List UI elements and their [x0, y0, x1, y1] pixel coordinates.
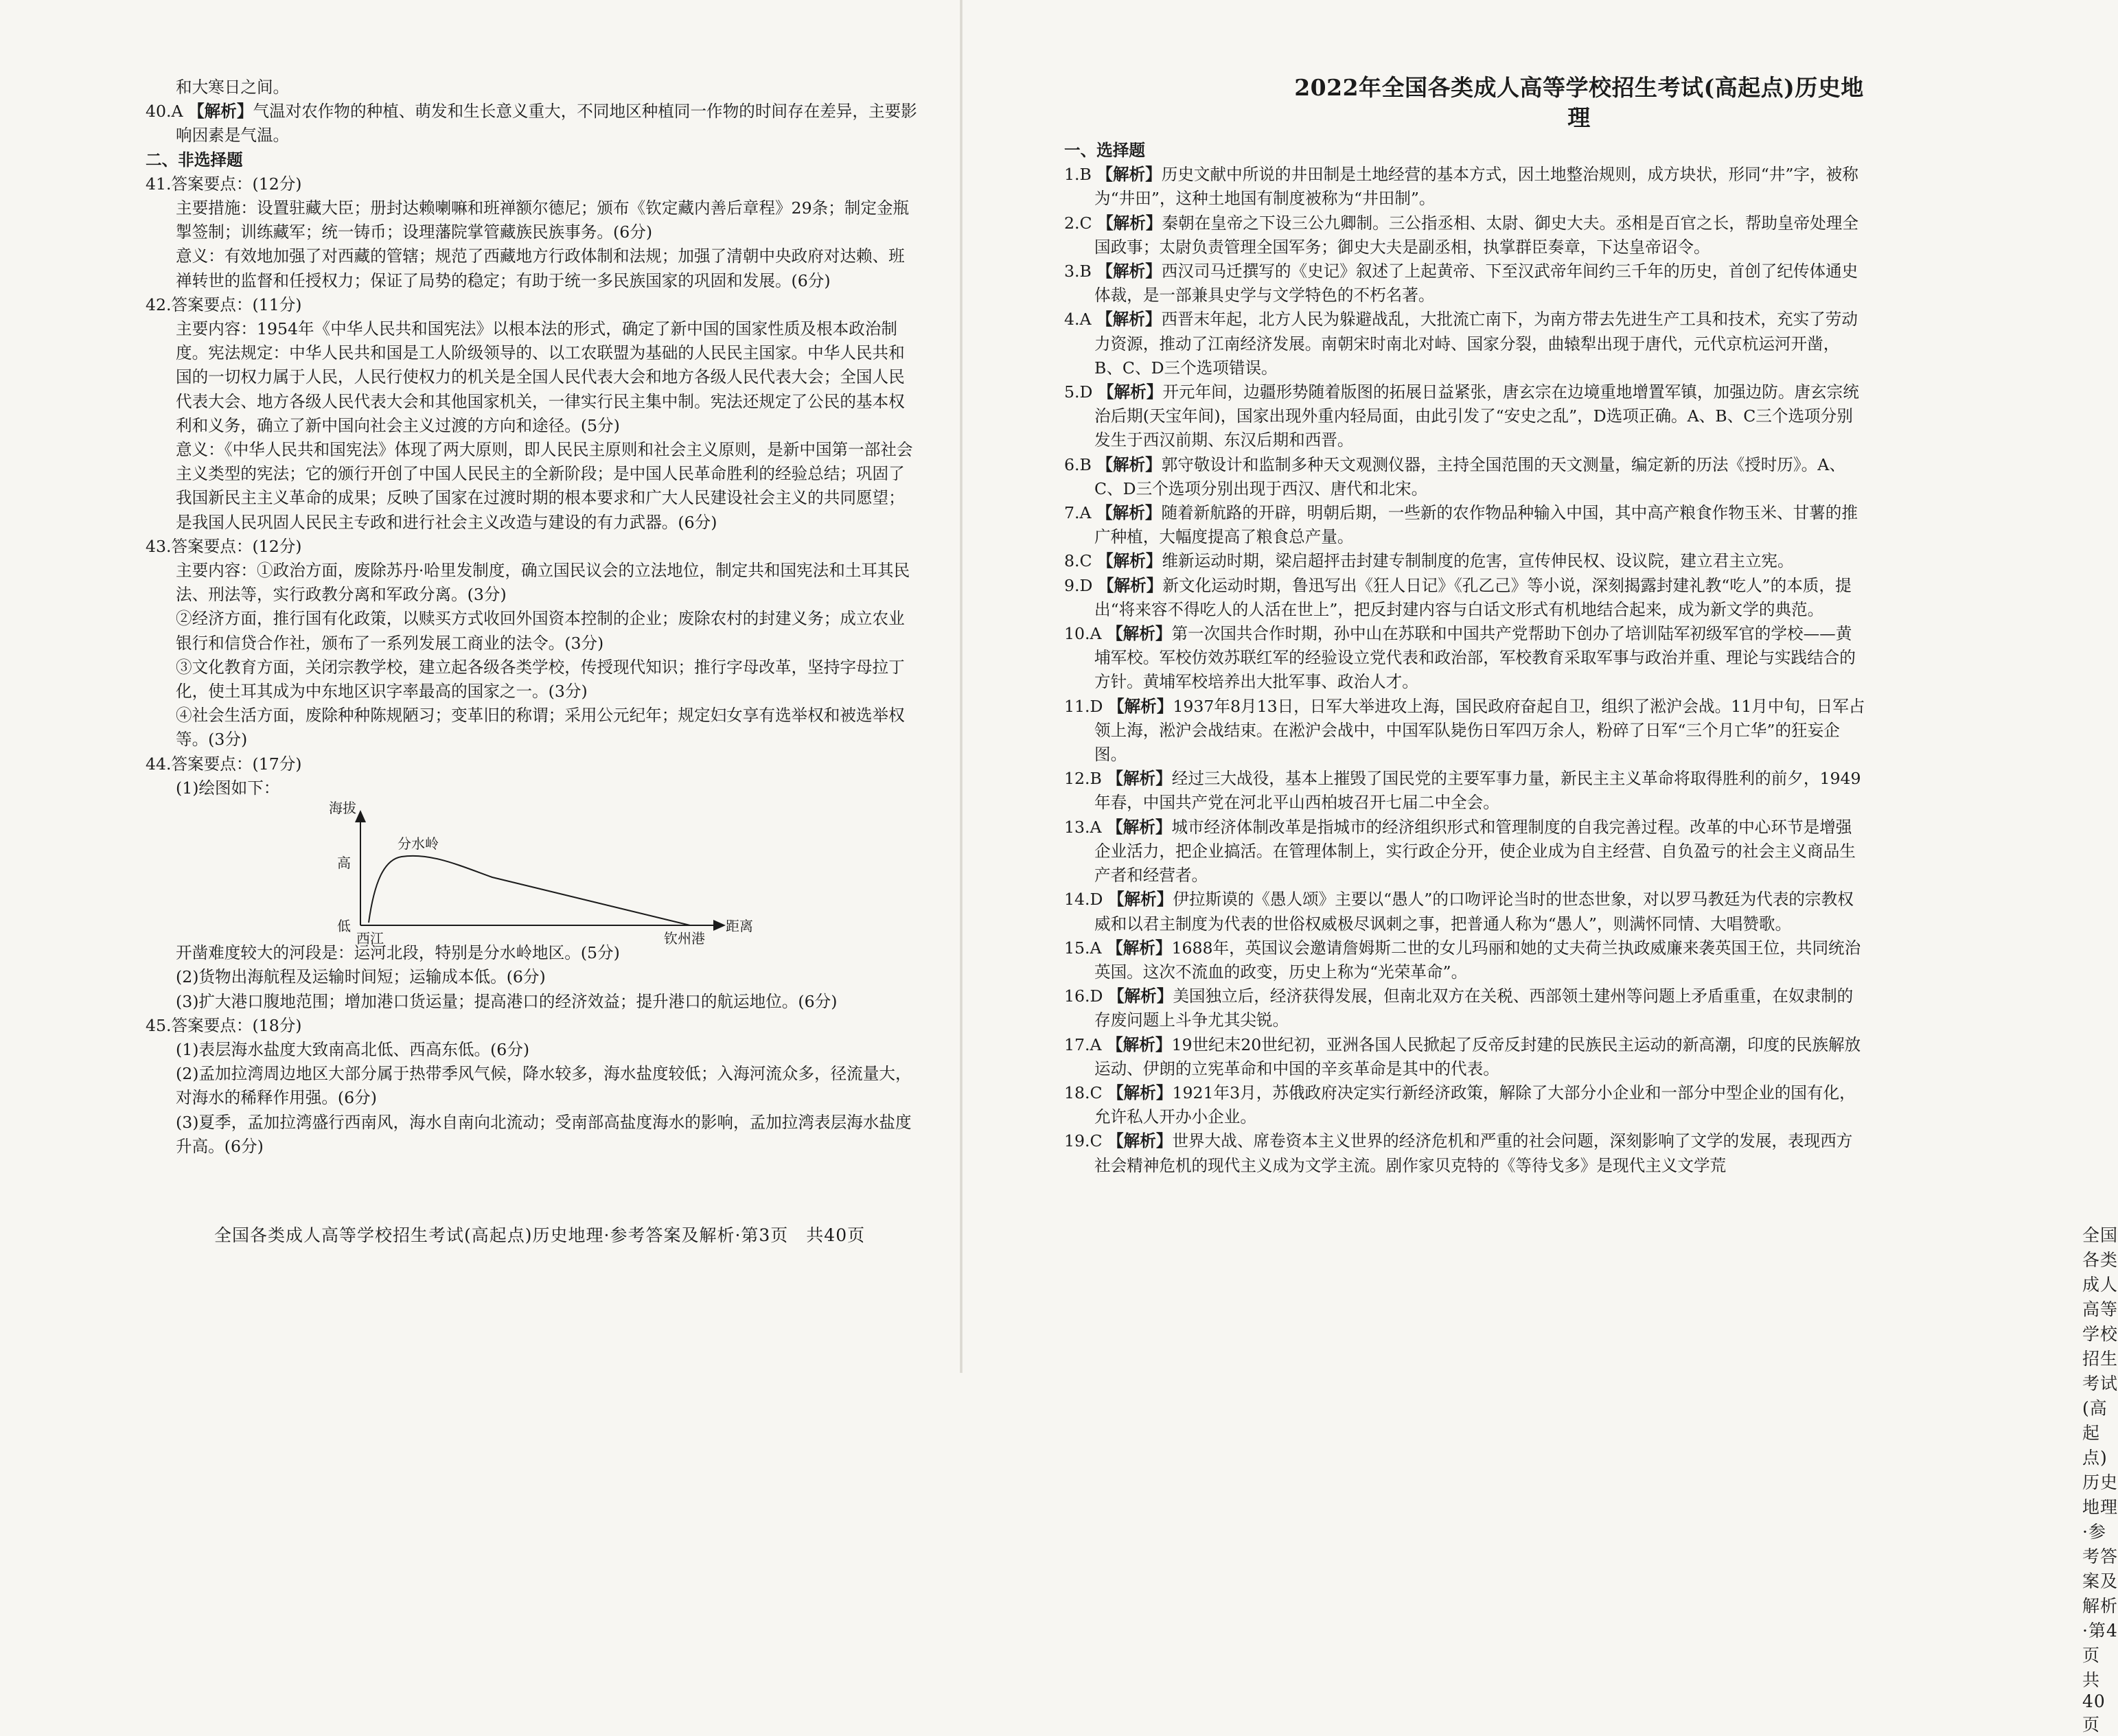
- answer-text: 气温对农作物的种植、萌发和生长意义重大，不同地区种植同一作物的时间存在差异，主要影响因素是气温。: [176, 102, 917, 146]
- answer-text: 1688年，英国议会邀请詹姆斯二世的女儿玛丽和她的丈夫荷兰执政威廉来袭英国王位，共同统治英国。这次不流血的政变，历史上称为“光荣革命”。: [1094, 938, 1861, 982]
- answer-item: [1064, 984, 1867, 1032]
- answer-text: 1921年3月，苏俄政府决定实行新经济政策，解除了大部分小企业和一部分中型企业的国有化，允许私人开办小企业。: [1094, 1083, 1856, 1127]
- answer-text: 新文化运动时期，鲁迅写出《狂人日记》《孔乙己》等小说，深刻揭露封建礼教“吃人”的本质，提出“将来容不得吃人的人活在世上”，把反封建内容与白话文形式有机地结合起来，成为新文学的典范。: [1094, 575, 1852, 619]
- question-number: 5.D: [1064, 382, 1093, 402]
- answer-item: [1064, 549, 1867, 573]
- question-number: 4.A: [1064, 310, 1092, 329]
- left-block: (1)表层海水盐度大致南高北低、西高东低。(6分): [176, 1039, 530, 1059]
- analysis-tag: 【解析】: [1107, 938, 1172, 958]
- question-number: 7.A: [1064, 503, 1092, 523]
- answer-item: [1064, 815, 1867, 888]
- analysis-tag: 【解析】: [1096, 503, 1162, 523]
- left-block: (3)扩大港口腹地范围；增加港口货运量；提高港口的经济效益；提升港口的航运地位。(6分): [176, 991, 838, 1011]
- answer-text: 经过三大战役，基本上摧毁了国民党的主要军事力量，新民主主义革命将取得胜利的前夕，1949年春，中国共产党在河北平山西柏坡召开七届二中全会。: [1094, 769, 1861, 813]
- elevation-profile-chart: [321, 800, 774, 947]
- question-number: 40.A: [146, 102, 183, 121]
- answer-text: 美国独立后，经济获得发展，但南北双方在关税、西部领土建州等问题上矛盾重重，在奴隶制的存废问题上斗争尤其尖锐。: [1094, 986, 1854, 1030]
- question-number: 19.C: [1064, 1131, 1103, 1151]
- left-block: 43.答案要点：(12分): [146, 536, 302, 556]
- left-block: 45.答案要点：(18分): [146, 1015, 302, 1035]
- left-block: 意义：有效地加强了对西藏的管辖；规范了西藏地方行政体制和法规；加强了清朝中央政府对达赖、班禅转世的监督和任授权力；保证了局势的稳定；有助于统一多民族国家的巩固和发展。(6分): [176, 246, 905, 290]
- left-block: 意义：《中华人民共和国宪法》体现了两大原则，即人民民主原则和社会主义原则，是新中国第一部社会主义类型的宪法；它的颁行开创了中国人民民主的全新阶段；是中国人民革命胜利的经验总结；巩固了我国新民主主义革命的成果；反映了国家在过渡时期的根本要求和广大人民建设社会主义的共同愿望；是我国人民巩固人民民主专政和进行社会主义改造与建设的有力武器。(6分): [176, 440, 913, 532]
- analysis-tag: 【解析】: [1107, 1034, 1172, 1054]
- question-number: 1.B: [1064, 165, 1092, 185]
- analysis-tag: 【解析】: [1107, 817, 1172, 837]
- question-number: 3.B: [1064, 262, 1092, 281]
- left-block: (2)孟加拉湾周边地区大部分属于热带季风气候，降水较多，海水盐度较低；入海河流众多，径流量大，对海水的稀释作用强。(6分): [176, 1064, 912, 1108]
- y-high-label: 高: [337, 855, 351, 872]
- question-number: 8.C: [1064, 551, 1092, 571]
- analysis-tag: 【解析】: [1107, 696, 1173, 716]
- start-label: 西江: [356, 930, 384, 947]
- answer-text: 开元年间，边疆形势随着版图的拓展日益紧张，唐玄宗在边境重地增置军镇，加强边防。唐玄宗统治后期(天宝年间)，国家出现外重内轻局面，由此引发了“安史之乱”，D选项正确。A、B、C三个选项分别发生于西汉前期、东汉后期和西晋。: [1094, 382, 1859, 450]
- left-page-footer: 全国各类成人高等学校招生考试(高起点)历史地理·参考答案及解析·第3页 共40页: [214, 1225, 866, 1245]
- answer-item: [1064, 1129, 1867, 1177]
- answer-item: [1064, 501, 1867, 549]
- left-page-body: [146, 76, 920, 1159]
- left-block: 主要措施：设置驻藏大臣；册封达赖喇嘛和班禅额尔德尼；颁布《钦定藏内善后章程》29条；制定金瓶掣签制；训练藏军；统一铸币；设理藩院掌管藏族民族事务。(6分): [176, 198, 910, 242]
- left-block: [146, 100, 920, 148]
- elevation-profile-line: [369, 856, 690, 925]
- peak-label: 分水岭: [398, 835, 439, 853]
- left-block: (1)绘图如下：: [176, 778, 280, 798]
- analysis-tag: 【解析】: [1107, 769, 1172, 789]
- analysis-tag: 【解析】: [1107, 1131, 1173, 1151]
- question-number: 15.A: [1064, 938, 1102, 958]
- answer-item: [1064, 380, 1867, 453]
- question-number: 6.B: [1064, 454, 1092, 474]
- question-number: 18.C: [1064, 1083, 1103, 1102]
- answer-text: 第一次国共合作时期，孙中山在苏联和中国共产党帮助下创办了培训陆军初级军官的学校——黄埔军校。军校仿效苏联红军的经验设立党代表和政治部，军校教育采取军事与政治并重、理论与实践结合的方针。黄埔军校培养出大批军事、政治人才。: [1094, 624, 1856, 692]
- answer-text: 西晋末年起，北方人民为躲避战乱，大批流亡南下，为南方带去先进生产工具和技术，充实了劳动力资源，推动了江南经济发展。南朝宋时南北对峙、国家分裂，曲辕犁出现于唐代，元代京杭运河开凿，B、C、D三个选项错误。: [1094, 310, 1858, 378]
- analysis-tag: 【解析】: [1107, 986, 1173, 1006]
- question-number: 14.D: [1064, 890, 1103, 910]
- analysis-tag: 【解析】: [1096, 262, 1162, 281]
- left-block: 和大寒日之间。: [176, 78, 290, 97]
- answer-text: 西汉司马迁撰写的《史记》叙述了上起黄帝、下至汉武帝年间约三千年的历史，首创了纪传体通史体裁，是一部兼具史学与文学特色的不朽名著。: [1094, 262, 1858, 305]
- answer-item: [1064, 574, 1867, 622]
- left-block: 开凿难度较大的河段是：运河北段，特别是分水岭地区。(5分): [176, 943, 620, 963]
- section-heading: 一、选择题: [1064, 141, 1145, 160]
- analysis-tag: 【解析】: [1096, 454, 1162, 474]
- answer-text: 历史文献中所说的井田制是土地经营的基本方式，因土地整治规则，成方块状，形同“井”字，被称为“井田”，这种土地国有制度被称为“井田制”。: [1094, 165, 1858, 209]
- y-low-label: 低: [337, 918, 351, 935]
- x-axis-label: 距离: [726, 918, 753, 935]
- question-number: 16.D: [1064, 986, 1103, 1006]
- analysis-tag: 【解析】: [1097, 551, 1162, 571]
- analysis-tag: 【解析】: [1107, 890, 1173, 910]
- analysis-tag: 【解析】: [1107, 1083, 1173, 1102]
- answer-item: [1064, 695, 1867, 767]
- left-block: (2)货物出海航程及运输时间短；运输成本低。(6分): [176, 967, 546, 987]
- left-block: 主要内容：①政治方面，废除苏丹·哈里发制度，确立国民议会的立法地位，制定共和国宪法和土耳其民法、刑法等，实行政教分离和军政分离。(3分): [176, 561, 910, 605]
- left-block: (3)夏季，孟加拉湾盛行西南风，海水自南向北流动；受南部高盐度海水的影响，孟加拉湾表层海水盐度升高。(6分): [176, 1112, 912, 1156]
- left-block: 42.答案要点：(11分): [146, 294, 302, 314]
- answer-item: [1064, 622, 1867, 695]
- analysis-tag: 【解析】: [1096, 165, 1162, 185]
- answer-item: [1064, 211, 1867, 259]
- answer-item: [1064, 1081, 1867, 1129]
- left-block: 41.答案要点：(12分): [146, 174, 302, 194]
- left-block: 二、非选择题: [146, 150, 243, 170]
- left-block: ③文化教育方面，关闭宗教学校，建立起各级各类学校，传授现代知识；推行字母改革，坚持字母拉丁化，使土耳其成为中东地区识字率最高的国家之一。(3分): [176, 657, 905, 702]
- exam-title: 2022年全国各类成人高等学校招生考试(高起点)历史地理: [1294, 74, 1864, 131]
- analysis-tag: 【解析】: [188, 102, 253, 121]
- analysis-tag: 【解析】: [1097, 213, 1162, 233]
- question-number: 17.A: [1064, 1034, 1102, 1054]
- elevation-profile-svg: [321, 800, 774, 941]
- answer-text: 城市经济体制改革是指城市的经济组织形式和管理制度的自我完善过程。改革的中心环节是增强企业活力，把企业搞活。在管理体制上，实行政企分开，使企业成为自主经营、自负盈亏的社会主义商品生产者和经营者。: [1094, 817, 1856, 886]
- answer-item: [1064, 453, 1867, 501]
- answer-text: 秦朝在皇帝之下设三公九卿制。三公指丞相、太尉、御史大夫。丞相是百官之长，帮助皇帝处理全国政事；太尉负责管理全国军务；御史大夫是副丞相，执掌群臣奏章，下达皇帝诏令。: [1094, 213, 1858, 257]
- question-number: 10.A: [1064, 624, 1102, 644]
- analysis-tag: 【解析】: [1097, 382, 1163, 402]
- left-block: ②经济方面，推行国有化政策，以赎买方式收回外国资本控制的企业；废除农村的封建义务；成立农业银行和信贷合作社，颁布了一系列发展工商业的法令。(3分): [176, 609, 905, 653]
- answer-item: [1064, 308, 1867, 380]
- answer-text: 郭守敬设计和监制多种天文观测仪器，主持全国范围的天文测量，编定新的历法《授时历》。A、C、D三个选项分别出现于西汉、唐代和北宋。: [1094, 454, 1845, 498]
- question-number: 13.A: [1064, 817, 1102, 837]
- answer-text: 世界大战、席卷资本主义世界的经济危机和严重的社会问题，深刻影响了文学的发展，表现西方社会精神危机的现代主义成为文学主流。剧作家贝克特的《等待戈多》是现代主义文学荒: [1094, 1131, 1853, 1175]
- answer-item: [1064, 767, 1867, 815]
- right-page-body: [1064, 163, 1867, 1178]
- analysis-tag: 【解析】: [1107, 624, 1172, 644]
- right-page-footer: 全国各类成人高等学校招生考试(高起点)历史地理·参考答案及解析·第4页 共40页: [2082, 1225, 2118, 1735]
- answer-text: 伊拉斯谟的《愚人颂》主要以“愚人”的口吻评论当时的世态世象，对以罗马教廷为代表的宗教权威和以君主制度为代表的世俗权威极尽讽刺之事，把普通人称为“愚人”，则满怀同情、大唱赞歌。: [1094, 890, 1854, 934]
- left-block: 主要内容：1954年《中华人民共和国宪法》以根本法的形式，确定了新中国的国家性质及根本政治制度。宪法规定：中华人民共和国是工人阶级领导的、以工农联盟为基础的人民民主国家。中华人民共和国的一切权力属于人民，人民行使权力的机关是全国人民代表大会和地方各级人民代表大会；全国人民代表大会、地方各级人民代表大会和其他国家机关，一律实行民主集中制。宪法还规定了公民的基本权利和义务，确立了新中国向社会主义过渡的方向和途径。(5分): [176, 319, 905, 435]
- analysis-tag: 【解析】: [1096, 310, 1162, 329]
- answer-item: [1064, 888, 1867, 936]
- question-number: 2.C: [1064, 213, 1092, 233]
- left-block: 44.答案要点：(17分): [146, 754, 302, 774]
- answer-item: [1064, 1033, 1867, 1081]
- answer-item: [1064, 936, 1867, 984]
- right-page: [961, 0, 2118, 1735]
- answer-text: 19世纪末20世纪初，亚洲各国人民掀起了反帝反封建的民族民主运动的新高潮，印度的民族解放运动、伊朗的立宪革命和中国的辛亥革命是其中的代表。: [1094, 1034, 1861, 1078]
- answer-text: 1937年8月13日，日军大举进攻上海，国民政府奋起自卫，组织了淞沪会战。11月中旬，日军占领上海，淞沪会战结束。在淞沪会战中，中国军队毙伤日军四万余人，粉碎了日军“三个月亡华”的狂妄企图。: [1094, 696, 1865, 765]
- answer-item: [1064, 259, 1867, 308]
- analysis-tag: 【解析】: [1097, 575, 1163, 595]
- question-number: 12.B: [1064, 769, 1102, 789]
- question-number: 9.D: [1064, 575, 1093, 595]
- left-block: ④社会生活方面，废除种种陈规陋习；变革旧的称谓；采用公元纪年；规定妇女享有选举权和被选举权等。(3分): [176, 706, 905, 750]
- answer-text: 维新运动时期，梁启超抨击封建专制制度的危害，宣传伸民权、设议院，建立君主立宪。: [1162, 551, 1794, 571]
- question-number: 11.D: [1064, 696, 1103, 716]
- answer-text: 随着新航路的开辟，明朝后期，一些新的农作物品种输入中国，其中高产粮食作物玉米、甘薯的推广种植，大幅度提高了粮食总产量。: [1094, 503, 1858, 547]
- answer-item: [1064, 163, 1867, 211]
- end-label: 钦州港: [664, 930, 705, 947]
- left-page: [0, 0, 961, 1373]
- y-axis-label: 海拔: [329, 800, 356, 817]
